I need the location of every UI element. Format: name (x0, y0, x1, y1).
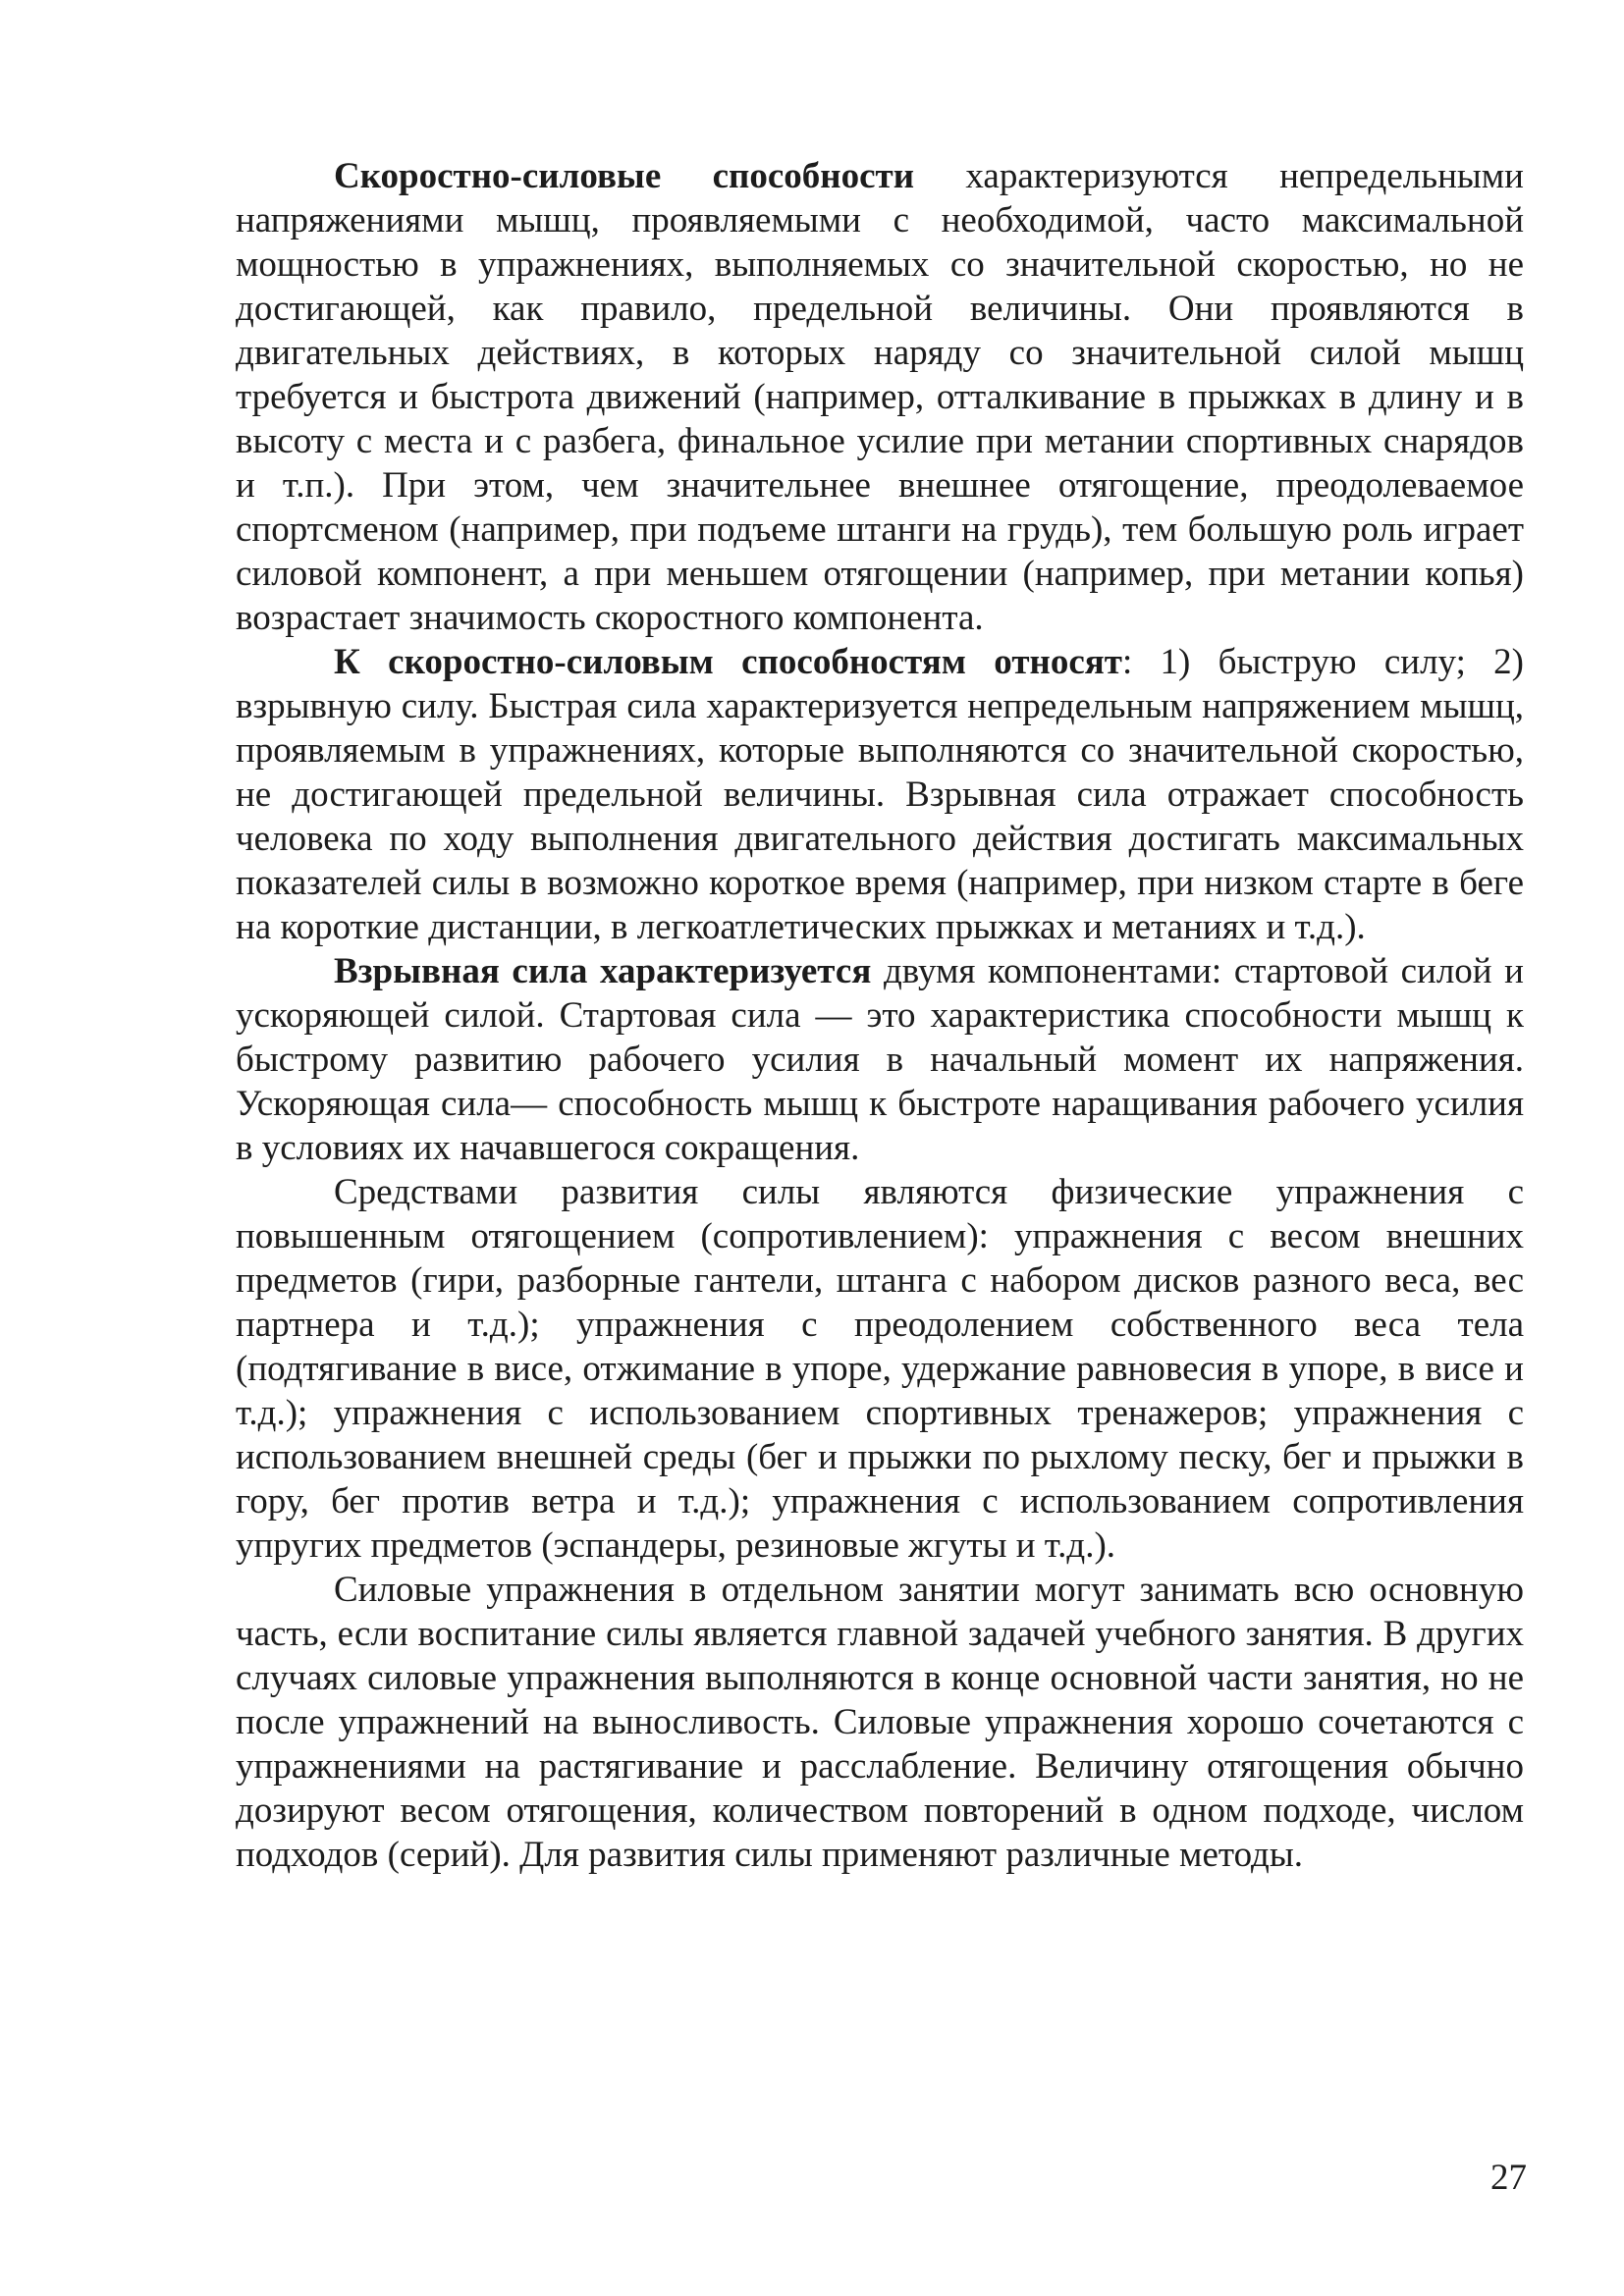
paragraph-strength-means (236, 1170, 1524, 1568)
paragraph-body: Силовые упражнения в отдельном занятии могут занимать всю основную часть, если воспитание силы является главной задачей учебного занятия. В других случаях силовые упражнения выполняются в конце основной части занятия, но не после упражнений на выносливость. Силовые упражнения хорошо сочетаются с упражнениями на растягивание и расслабление. Величину отягощения обычно дозируют весом отягощения, количеством повторений в одном подходе, числом подходов (серий). Для развития силы применяют различные методы. (236, 1570, 1524, 1875)
paragraph-body: двумя компонентами: стартовой силой и ускоряющей силой. Стартовая сила — это характеристика способности мышц к быстрому развитию рабочего усилия в начальный момент их напряжения. Ускоряющая сила— способность мышц к быстроте наращивания рабочего усилия в условиях их начавшегося сокращения. (236, 951, 1524, 1168)
paragraph-lead-term: Скоростно-силовые способности (334, 156, 915, 196)
paragraph-body: : 1) быструю силу; 2) взрывную силу. Быстрая сила характеризуется непредельным напряжением мышц, проявляемым в упражнениях, которые выполняются со значительной скоростью, не достигающей предельной величины. Взрывная сила отражает способность человека по ходу выполнения двигательного действия достигать максимальных показателей силы в возможно короткое время (например, при низком старте в беге на короткие дистанции, в легкоатлетических прыжках и метаниях и т.д.). (236, 642, 1524, 947)
body-text (236, 154, 1524, 1877)
page-number: 27 (1490, 2158, 1527, 2198)
paragraph-strength-exercises (236, 1568, 1524, 1877)
paragraph-speed-strength-abilities (236, 154, 1524, 640)
paragraph-explosive-strength (236, 949, 1524, 1170)
paragraph-lead-term: К скоростно-силовым способностям относят (334, 642, 1122, 682)
paragraph-lead-term: Взрывная сила характеризуется (334, 951, 872, 991)
paragraph-body: Средствами развития силы являются физические упражнения с повышенным отягощением (сопротивлением): упражнения с весом внешних предметов (гири, разборные гантели, штанга с набором дисков разного веса, вес партнера и т.д.); упражнения с преодолением собственного веса тела (подтягивание в висе, отжимание в упоре, удержание равновесия в упоре, в висе и т.д.); упражнения с использованием спортивных тренажеров; упражнения с использованием внешней среды (бег и прыжки по рыхлому песку, бег и прыжки в гору, бег против ветра и т.д.); упражнения с использованием сопротивления упругих предметов (эспандеры, резиновые жгуты и т.д.). (236, 1172, 1524, 1566)
paragraph-speed-strength-types (236, 640, 1524, 949)
paragraph-body: характеризуются непредельными напряжениями мышц, проявляемыми с необходимой, часто максимальной мощностью в упражнениях, выполняемых со значительной скоростью, но не достигающей, как правило, предельной величины. Они проявляются в двигательных действиях, в которых наряду со значительной силой мышц требуется и быстрота движений (например, отталкивание в прыжках в длину и в высоту с места и с разбега, финальное усилие при метании спортивных снарядов и т.п.). При этом, чем значительнее внешнее отягощение, преодолеваемое спортсменом (например, при подъеме штанги на грудь), тем большую роль играет силовой компонент, а при меньшем отягощении (например, при метании копья) возрастает значимость скоростного компонента. (236, 156, 1524, 638)
